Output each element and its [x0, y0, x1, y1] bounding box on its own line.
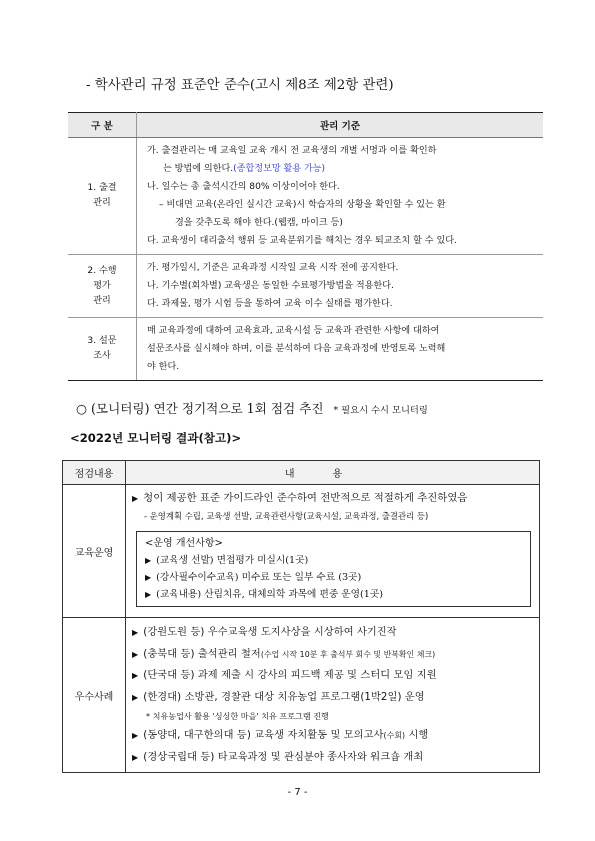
- standard-line: 다. 교육생이 대리출석 행위 등 교육분위기를 해치는 경우 퇴교조치 할 수 있다.: [147, 236, 457, 246]
- list-item: ▶ (동양대, 대구한의대 등) 교육생 자치활동 및 모의고사(수회) 시행: [132, 725, 533, 747]
- result-title: <2022년 모니터링 결과(참고)>: [70, 431, 242, 445]
- management-standards-table: [68, 112, 543, 381]
- standard-cell: [137, 138, 544, 255]
- standard-line: – 비대면 교육(온라인 실시간 교육)시 학습자의 상황을 확인할 수 있는 환: [159, 200, 446, 210]
- standard-line: 매 교육과정에 대하여 교육효과, 교육시설 등 교육과 관련한 사항에 대하여: [147, 326, 440, 336]
- list-item: ▶ (강원도원 등) 우수교육생 도지사상을 시상하여 사기진작: [132, 622, 533, 644]
- triangle-right-icon: ▶: [145, 590, 152, 599]
- list-item: ▶ (한경대) 소방관, 경찰관 대상 치유농업 프로그램(1박2일) 운영: [132, 687, 533, 709]
- list-item: ▶ (교육내용) 산림치유, 대체의학 과목에 편중 운영(1곳): [145, 586, 522, 603]
- monitoring-text: (모니터링) 연간 정기적으로 1회 점검 추진: [91, 401, 324, 416]
- triangle-right-icon: ▶: [145, 556, 152, 565]
- table-row: [63, 618, 540, 773]
- header-category: 구 분: [68, 113, 137, 138]
- box-title: <운영 개선사항>: [145, 538, 223, 549]
- standard-line: 경을 갖추도록 해야 한다.(웹캠, 마이크 등): [175, 218, 343, 228]
- category-text: 3. 설문: [87, 336, 117, 346]
- list-item: ▶ (경상국립대 등) 타교육과정 및 관심분야 종사자와 워크숍 개최: [132, 747, 533, 769]
- monitoring-result-table: [62, 460, 540, 773]
- category-text: 평가: [93, 280, 111, 291]
- header-content: 내용: [126, 461, 540, 485]
- table-row: [68, 255, 543, 318]
- triangle-right-icon: ▶: [132, 628, 139, 637]
- list-item: ▶ (단국대 등) 과제 제출 시 강사의 피드백 제공 및 스터디 모임 지원: [132, 665, 533, 687]
- header-standard: 관리 기준: [137, 113, 544, 138]
- table-row: [63, 485, 540, 618]
- standard-line: 는 방법에 의한다.(종합정보망 활용 가능): [163, 164, 326, 174]
- category-cell: [68, 138, 137, 255]
- category-cell: [68, 255, 137, 318]
- triangle-right-icon: ▶: [145, 573, 152, 582]
- standard-line: 가. 평가일시, 기준은 교육과정 시작일 교육 시작 전에 공지한다.: [147, 263, 399, 273]
- category-text: 관리: [93, 198, 111, 208]
- circle-bullet-icon: ○: [76, 401, 87, 416]
- table-row: [68, 318, 543, 381]
- section-title: - 학사관리 규정 표준안 준수(고시 제8조 제2항 관련): [86, 78, 394, 93]
- list-item: ▶ (강사필수이수교육) 미수료 또는 일부 수료 (3곳): [145, 569, 522, 586]
- list-item: ▶ (교육생 선발) 면접평가 미실시(1곳): [145, 552, 522, 569]
- triangle-right-icon: ▶: [132, 752, 139, 762]
- highlight-text: (종합정보망 활용 가능): [233, 164, 326, 174]
- header-check-item: 점검내용: [63, 461, 126, 485]
- list-item: ▶ 청이 제공한 표준 가이드라인 준수하여 전반적으로 적절하게 추진하였음: [132, 489, 533, 508]
- category-cell: [68, 318, 137, 381]
- triangle-right-icon: ▶: [132, 671, 139, 680]
- standard-cell: [137, 255, 544, 318]
- list-item: ▶ (충북대 등) 출석관리 철저(수업 시작 10분 후 출석부 회수 및 반복확인 체크): [132, 644, 533, 666]
- standard-line: 나. 기수별(회차별) 교육생은 동일한 수료평가방법을 적용한다.: [147, 281, 394, 291]
- standard-line: 나. 일수는 총 출석시간의 80% 이상이어야 한다.: [147, 182, 340, 192]
- category-cell: 교육운영: [63, 485, 126, 618]
- category-text: 2. 수행: [87, 265, 117, 276]
- page-number: - 7 -: [287, 787, 308, 798]
- standard-line: 야 한다.: [147, 362, 180, 372]
- table-row: [68, 138, 543, 255]
- content-cell: [126, 618, 540, 773]
- standard-line: 설문조사를 실시해야 하며, 이를 분석하여 다음 교육과정에 반영토록 노력해: [147, 344, 446, 354]
- triangle-right-icon: ▶: [132, 649, 139, 659]
- sub-note: * 치유농업사 활용 '싱싱한 마을' 치유 프로그램 진행: [146, 711, 329, 721]
- category-cell: 우수사례: [63, 618, 126, 773]
- category-text: 조사: [93, 351, 111, 361]
- table-header-row: [68, 113, 543, 138]
- standard-line: 다. 과제물, 평가 시험 등을 통하여 교육 이수 실태를 평가한다.: [147, 299, 393, 309]
- improvement-box: [136, 531, 531, 607]
- triangle-right-icon: ▶: [132, 731, 139, 740]
- content-cell: [126, 485, 540, 618]
- sub-item: - 운영계획 수립, 교육생 선발, 교육관련사항(교육시설, 교육과정, 출결관리 등): [144, 511, 429, 521]
- triangle-right-icon: ▶: [132, 692, 139, 702]
- table-header-row: [63, 461, 540, 485]
- triangle-right-icon: ▶: [132, 494, 139, 503]
- standard-line: 가. 출결관리는 매 교육일 교육 개시 전 교육생의 개별 서명과 이를 확인하: [147, 146, 437, 156]
- monitoring-line: [76, 398, 428, 417]
- monitoring-note: * 필요시 수시 모니터링: [333, 405, 428, 416]
- category-text: 1. 출결: [87, 183, 117, 193]
- standard-cell: [137, 318, 544, 381]
- category-text: 관리: [93, 295, 111, 306]
